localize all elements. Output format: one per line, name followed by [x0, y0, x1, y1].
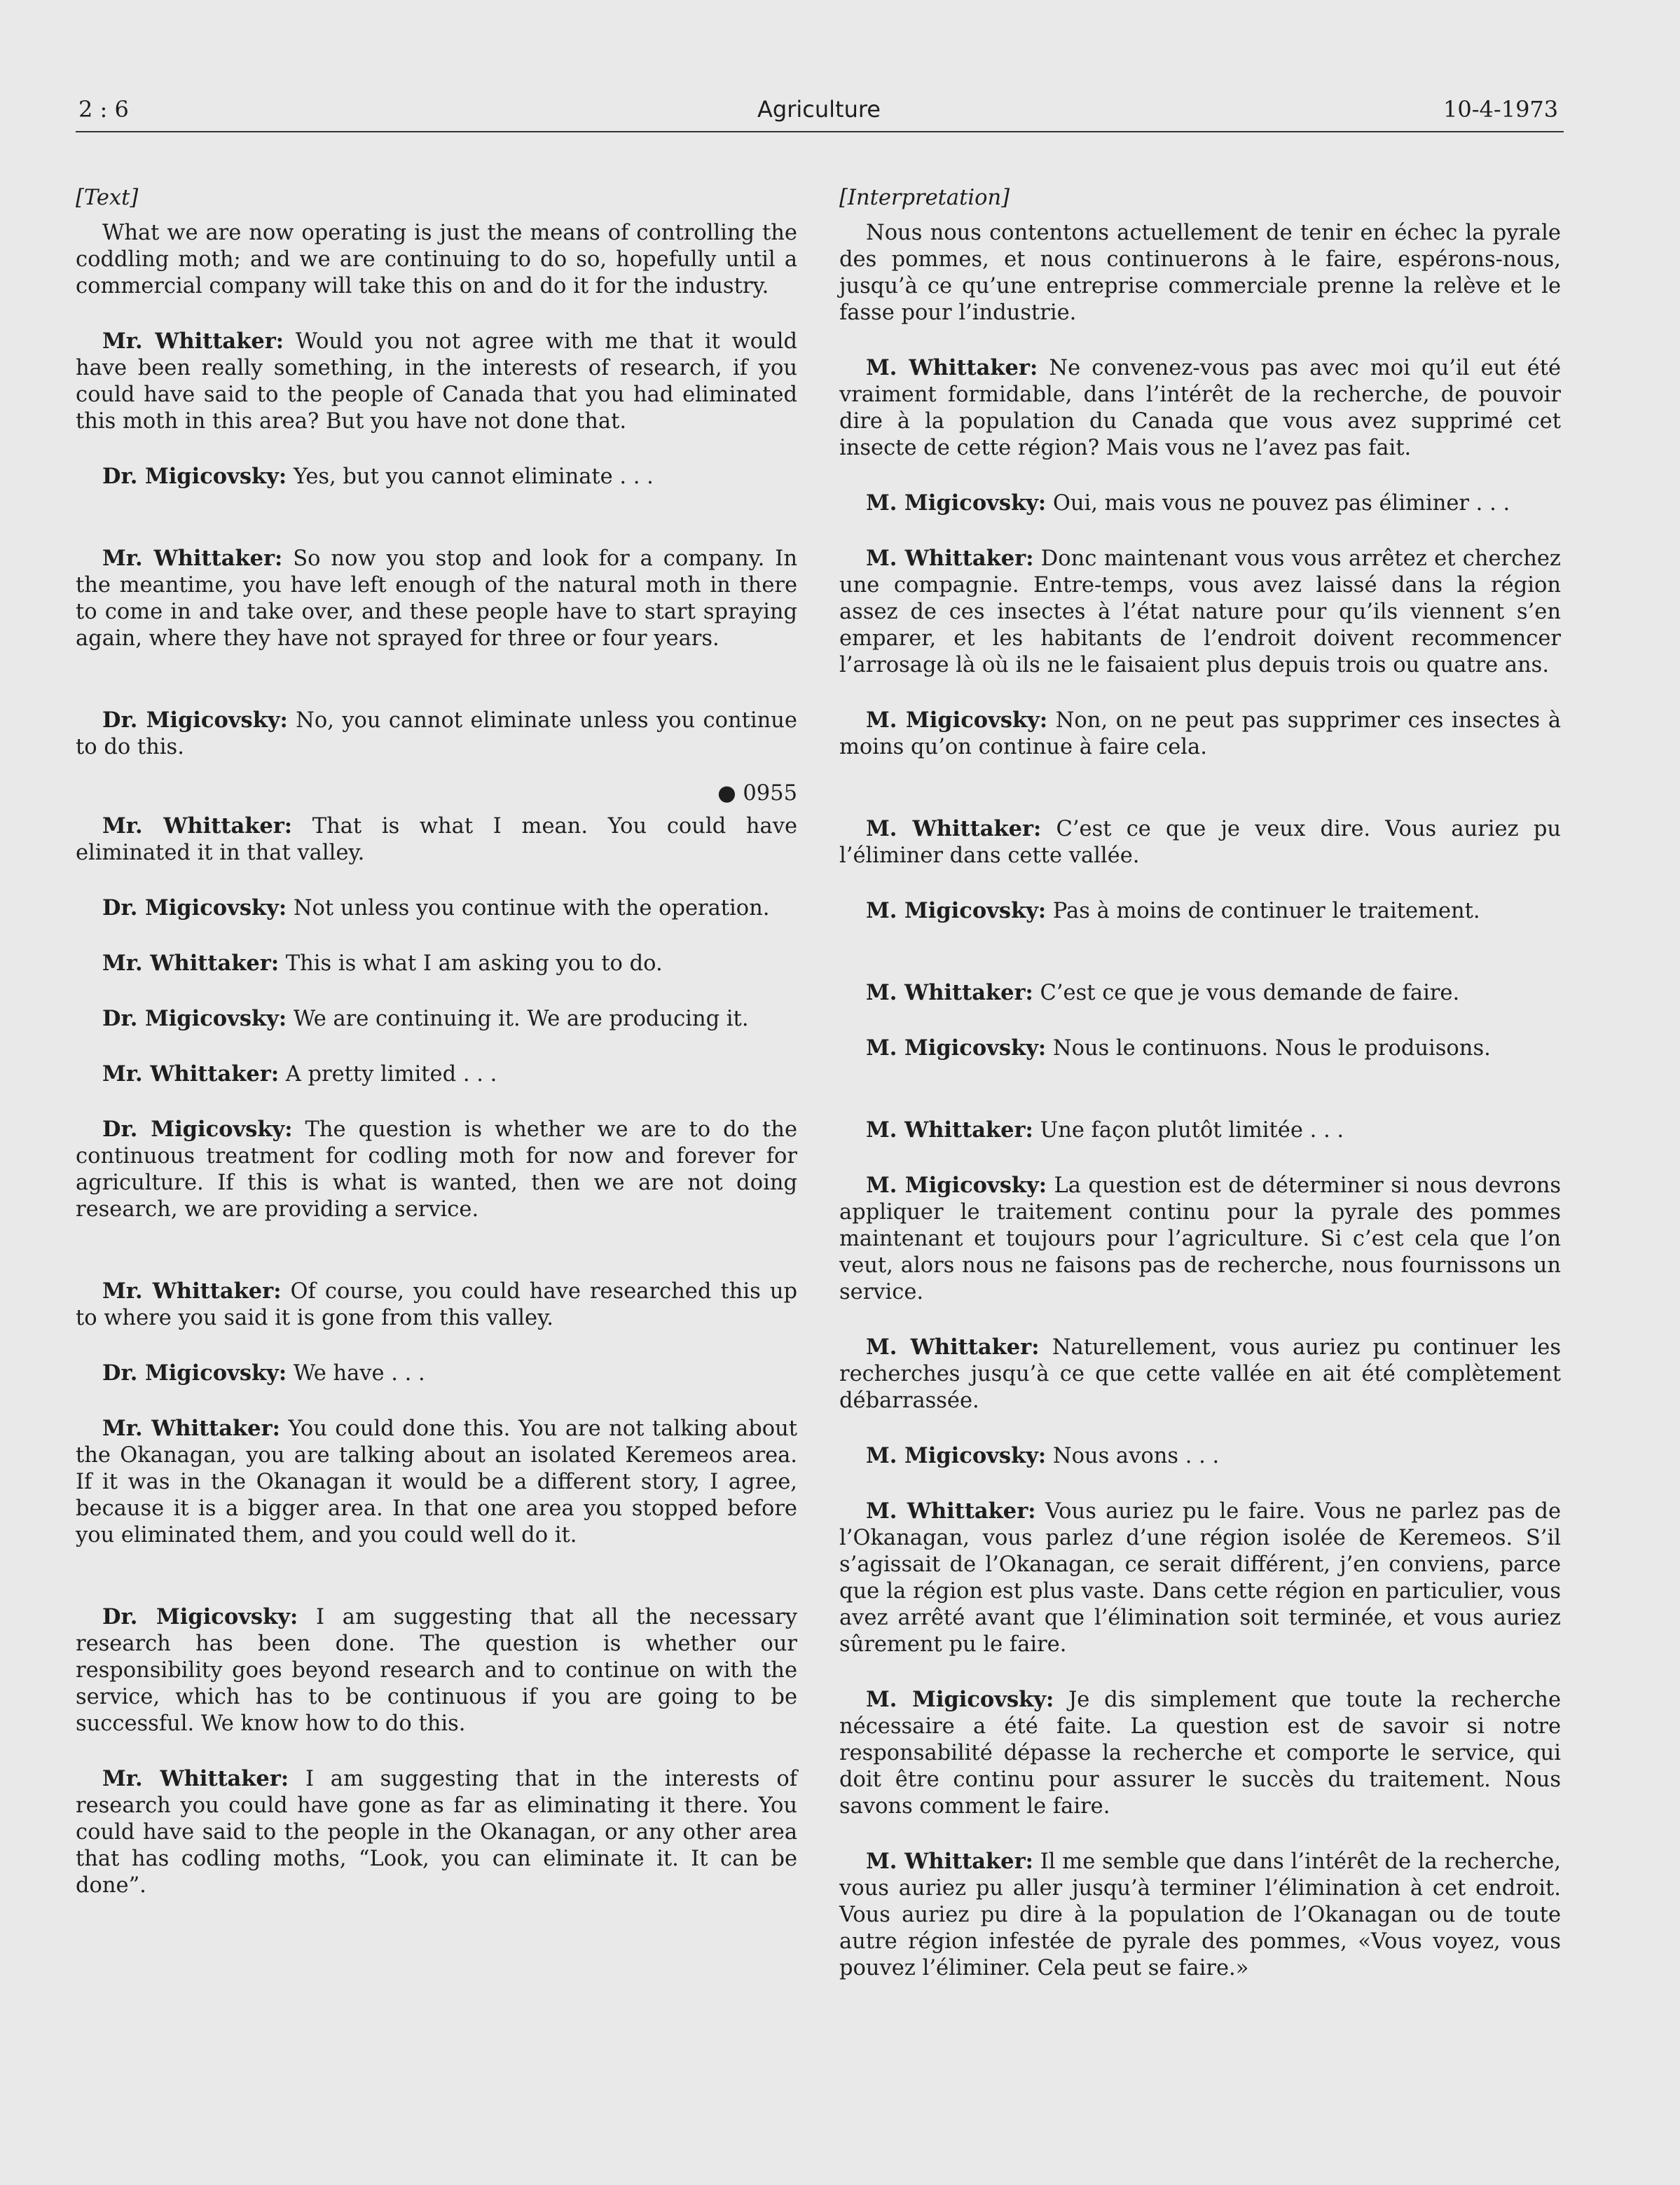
speech-text: C’est ce que je veux dire. Vous auriez pu l’éliminer dans cette vallée. — [839, 817, 1561, 868]
speaker-name: M. Migicovsky: — [866, 898, 1047, 923]
speaker-name: Dr. Migicovsky: — [102, 1604, 298, 1629]
speech-paragraph — [839, 979, 1561, 1007]
speech-text: Nous avons . . . — [1046, 1444, 1220, 1468]
speech-paragraph — [76, 707, 797, 761]
speech-text: Ne convenez-vous pas avec moi qu’il eut été vraiment formidable, dans l’intérêt de la recherche, de pouvoir dire à la population du Canada que vous avez supprimé cet insecte de cette région? Mais vous ne l’avez pas fait. — [839, 356, 1561, 460]
speech-paragraph — [839, 545, 1561, 679]
speaker-name: M. Whittaker: — [866, 816, 1042, 841]
speech-paragraph — [839, 1442, 1561, 1470]
speaker-name: Mr. Whittaker: — [102, 1766, 289, 1791]
speaker-name: M. Migicovsky: — [866, 1687, 1054, 1712]
speech-text: We have . . . — [287, 1361, 425, 1386]
speech-paragraph — [839, 1686, 1561, 1820]
speech-text: Not unless you continue with the operation. — [287, 896, 770, 921]
speaker-name: M. Whittaker: — [866, 355, 1038, 380]
speech-paragraph — [839, 1117, 1561, 1144]
speech-paragraph — [76, 950, 797, 977]
speech-text: I am suggesting that all the necessary research has been done. The question is whether our responsibility goes beyond research and to continue on with the service, which has to be continuous if you are going to be successful. We know how to do this. — [76, 1605, 797, 1736]
speaker-name: Dr. Migicovsky: — [102, 1360, 287, 1386]
speech-paragraph — [76, 1765, 797, 1899]
speaker-name: M. Whittaker: — [866, 1849, 1033, 1874]
speech-paragraph — [76, 895, 797, 922]
paragraph: Nous nous contentons actuellement de tenir en échec la pyrale des pommes, et nous continuerons à le faire, espérons-nous, jusqu’à ce qu’une entreprise commerciale prenne la relève et le fasse pour l’industrie. — [839, 221, 1561, 325]
speech-text: This is what I am asking you to do. — [279, 951, 663, 976]
speaker-name: Dr. Migicovsky: — [102, 708, 288, 733]
speech-paragraph — [839, 897, 1561, 925]
speech-paragraph — [76, 1604, 797, 1737]
speech-text: That is what I mean. You could have eliminated it in that valley. — [76, 814, 798, 865]
speech-text: Vous auriez pu le faire. Vous ne parlez pas de l’Okanagan, vous parlez d’une région isolée de Keremeos. S’il s’agissait de l’Okanagan, ce serait différent, j’en conviens, parce que la région est plus vaste. Dans cette région en particulier, vous avez arrêté avant que l’élimination soit terminée, et vous auriez sûrement pu le faire. — [839, 1499, 1562, 1657]
speech-paragraph — [76, 1278, 797, 1332]
speech-text: Donc maintenant vous vous arrêtez et cherchez une compagnie. Entre-temps, vous avez laissé dans la région assez de ces insectes à l’état nature pour qu’ils viennent s’en emparer, et les habitants de l’endroit doivent recommencer l’arrosage là où ils ne le faisaient plus depuis trois ou quatre ans. — [839, 546, 1561, 677]
speaker-name: M. Migicovsky: — [866, 490, 1047, 516]
speech-paragraph — [76, 1061, 797, 1088]
speech-paragraph — [76, 813, 797, 867]
speaker-name: Mr. Whittaker: — [102, 1278, 282, 1304]
speech-paragraph — [839, 1172, 1561, 1306]
spacer — [839, 789, 1561, 815]
paragraph: What we are now operating is just the means of controlling the coddling moth; and we are continuing to do so, hopefully until a commercial company will take this on and do it for the industry. — [76, 221, 797, 298]
column-english — [76, 185, 797, 1927]
speech-paragraph — [76, 1415, 797, 1549]
speech-text: Would you not agree with me that it would have been really something, in the interests of research, if you could have said to the people of Canada that you had eliminated this moth in this area? But you have not done that. — [76, 329, 797, 434]
speaker-name: Mr. Whittaker: — [102, 1416, 280, 1441]
speaker-name: M. Whittaker: — [866, 980, 1033, 1005]
speech-paragraph — [839, 490, 1561, 517]
speaker-name: M. Whittaker: — [866, 1498, 1036, 1524]
page-number: 2 : 6 — [78, 96, 129, 123]
speech-text: So now you stop and look for a company. In the meantime, you have left enough of the natural moth in there to come in and take over, and these people have to start spraying again, where they have not sprayed for three or four years. — [76, 546, 797, 651]
speech-text: Non, on ne peut pas supprimer ces insectes à moins qu’on continue à faire cela. — [839, 708, 1562, 759]
column-french — [839, 185, 1561, 2010]
spacer — [839, 1090, 1561, 1117]
speech-text: Il me semble que dans l’intérêt de la recherche, vous auriez pu aller jusqu’à terminer l’élimination à cet endroit. Vous auriez pu dire à la population de l’Okanagan ou de toute autre région infestée de pyrale des pommes, «Vous voyez, vous pouvez l’éliminer. Cela peut se faire.» — [839, 1849, 1561, 1980]
page-date: 10-4-1973 — [1443, 96, 1559, 123]
section-label: [Text] — [76, 186, 139, 210]
speech-text: Nous le continuons. Nous le produisons. — [1046, 1036, 1491, 1061]
spacer — [839, 953, 1561, 979]
speech-text: Oui, mais vous ne pouvez pas éliminer . . . — [1046, 491, 1510, 516]
speech-paragraph — [76, 1005, 797, 1033]
speech-text: Yes, but you cannot eliminate . . . — [287, 464, 654, 489]
speaker-name: M. Migicovsky: — [866, 1443, 1047, 1468]
speech-text: Une façon plutôt limitée . . . — [1033, 1118, 1344, 1143]
speech-text: You could done this. You are not talking about the Okanagan, you are talking about an isolated Keremeos area. If it was in the Okanagan it would be a different story, I agree, because it is a bigger area. In that one area you stopped before you eliminated them, and you could well do it. — [76, 1417, 797, 1548]
speech-paragraph — [839, 815, 1561, 869]
speaker-name: M. Whittaker: — [866, 1335, 1040, 1360]
speaker-name: M. Whittaker: — [866, 546, 1034, 571]
spacer — [76, 680, 797, 707]
speaker-name: M. Migicovsky: — [866, 1173, 1047, 1198]
speech-paragraph — [76, 328, 797, 435]
speech-paragraph — [839, 1498, 1561, 1658]
speaker-name: Mr. Whittaker: — [102, 329, 284, 354]
speech-text: Naturellement, vous auriez pu continuer les recherches jusqu’à ce que cette vallée en ait été complètement débarrassée. — [839, 1335, 1561, 1413]
speech-paragraph — [76, 1116, 797, 1223]
speaker-name: M. Whittaker: — [866, 1117, 1033, 1143]
speaker-name: Mr. Whittaker: — [102, 1061, 280, 1087]
time-marker: ● 0955 — [717, 781, 797, 806]
section-label: [Interpretation] — [839, 186, 1010, 210]
speech-paragraph — [839, 1035, 1561, 1062]
speech-text: A pretty limited . . . — [279, 1062, 497, 1087]
speech-paragraph — [839, 354, 1561, 462]
speech-paragraph — [76, 1360, 797, 1387]
speaker-name: Mr. Whittaker: — [102, 951, 280, 976]
speaker-name: Dr. Migicovsky: — [102, 1006, 287, 1031]
speech-paragraph — [839, 707, 1561, 761]
speaker-name: Dr. Migicovsky: — [102, 464, 287, 489]
speaker-name: Dr. Migicovsky: — [102, 895, 287, 921]
speech-paragraph — [839, 1848, 1561, 1982]
speech-paragraph — [839, 1334, 1561, 1414]
speaker-name: M. Migicovsky: — [866, 708, 1048, 733]
spacer — [76, 1251, 797, 1278]
speech-text: Pas à moins de continuer le traitement. — [1046, 899, 1480, 923]
speaker-name: M. Migicovsky: — [866, 1035, 1047, 1061]
speech-text: The question is whether we are to do the continuous treatment for codling moth for now and forever for agriculture. If this is what is wanted, then we are not doing research, we are providing a service. — [76, 1117, 798, 1222]
speech-paragraph — [76, 545, 797, 652]
speech-text: No, you cannot eliminate unless you continue to do this. — [76, 708, 797, 759]
speaker-name: Mr. Whittaker: — [102, 813, 293, 839]
speech-text: I am suggesting that in the interests of research you could have gone as far as eliminating it there. You could have said to the people in the Okanagan, or any other area that has codling moths, “Look, you can eliminate it. It can be done”. — [76, 1767, 797, 1898]
spacer — [76, 518, 797, 545]
speech-text: We are continuing it. We are producing it. — [287, 1007, 749, 1031]
speech-text: La question est de déterminer si nous devrons appliquer le traitement continu pour la pyrale des pommes maintenant et toujours pour l’agriculture. Si c’est cela que l’on veut, alors nous ne faisons pas de recherche, nous fournissons un service. — [839, 1173, 1561, 1304]
header-rule — [76, 131, 1564, 132]
speech-text: Of course, you could have researched this up to where you said it is gone from this valley. — [76, 1279, 797, 1330]
speech-text: C’est ce que je vous demande de faire. — [1033, 981, 1460, 1005]
speaker-name: Dr. Migicovsky: — [102, 1117, 293, 1142]
speech-text: Je dis simplement que toute la recherche nécessaire a été faite. La question est de savoir si notre responsabilité dépasse la recherche et comporte le service, qui doit être continu pour assurer le succès du traitement. Nous savons comment le faire. — [839, 1688, 1561, 1819]
page-title: Agriculture — [757, 96, 881, 123]
spacer — [76, 1577, 797, 1604]
speech-paragraph — [76, 463, 797, 490]
speaker-name: Mr. Whittaker: — [102, 546, 283, 571]
